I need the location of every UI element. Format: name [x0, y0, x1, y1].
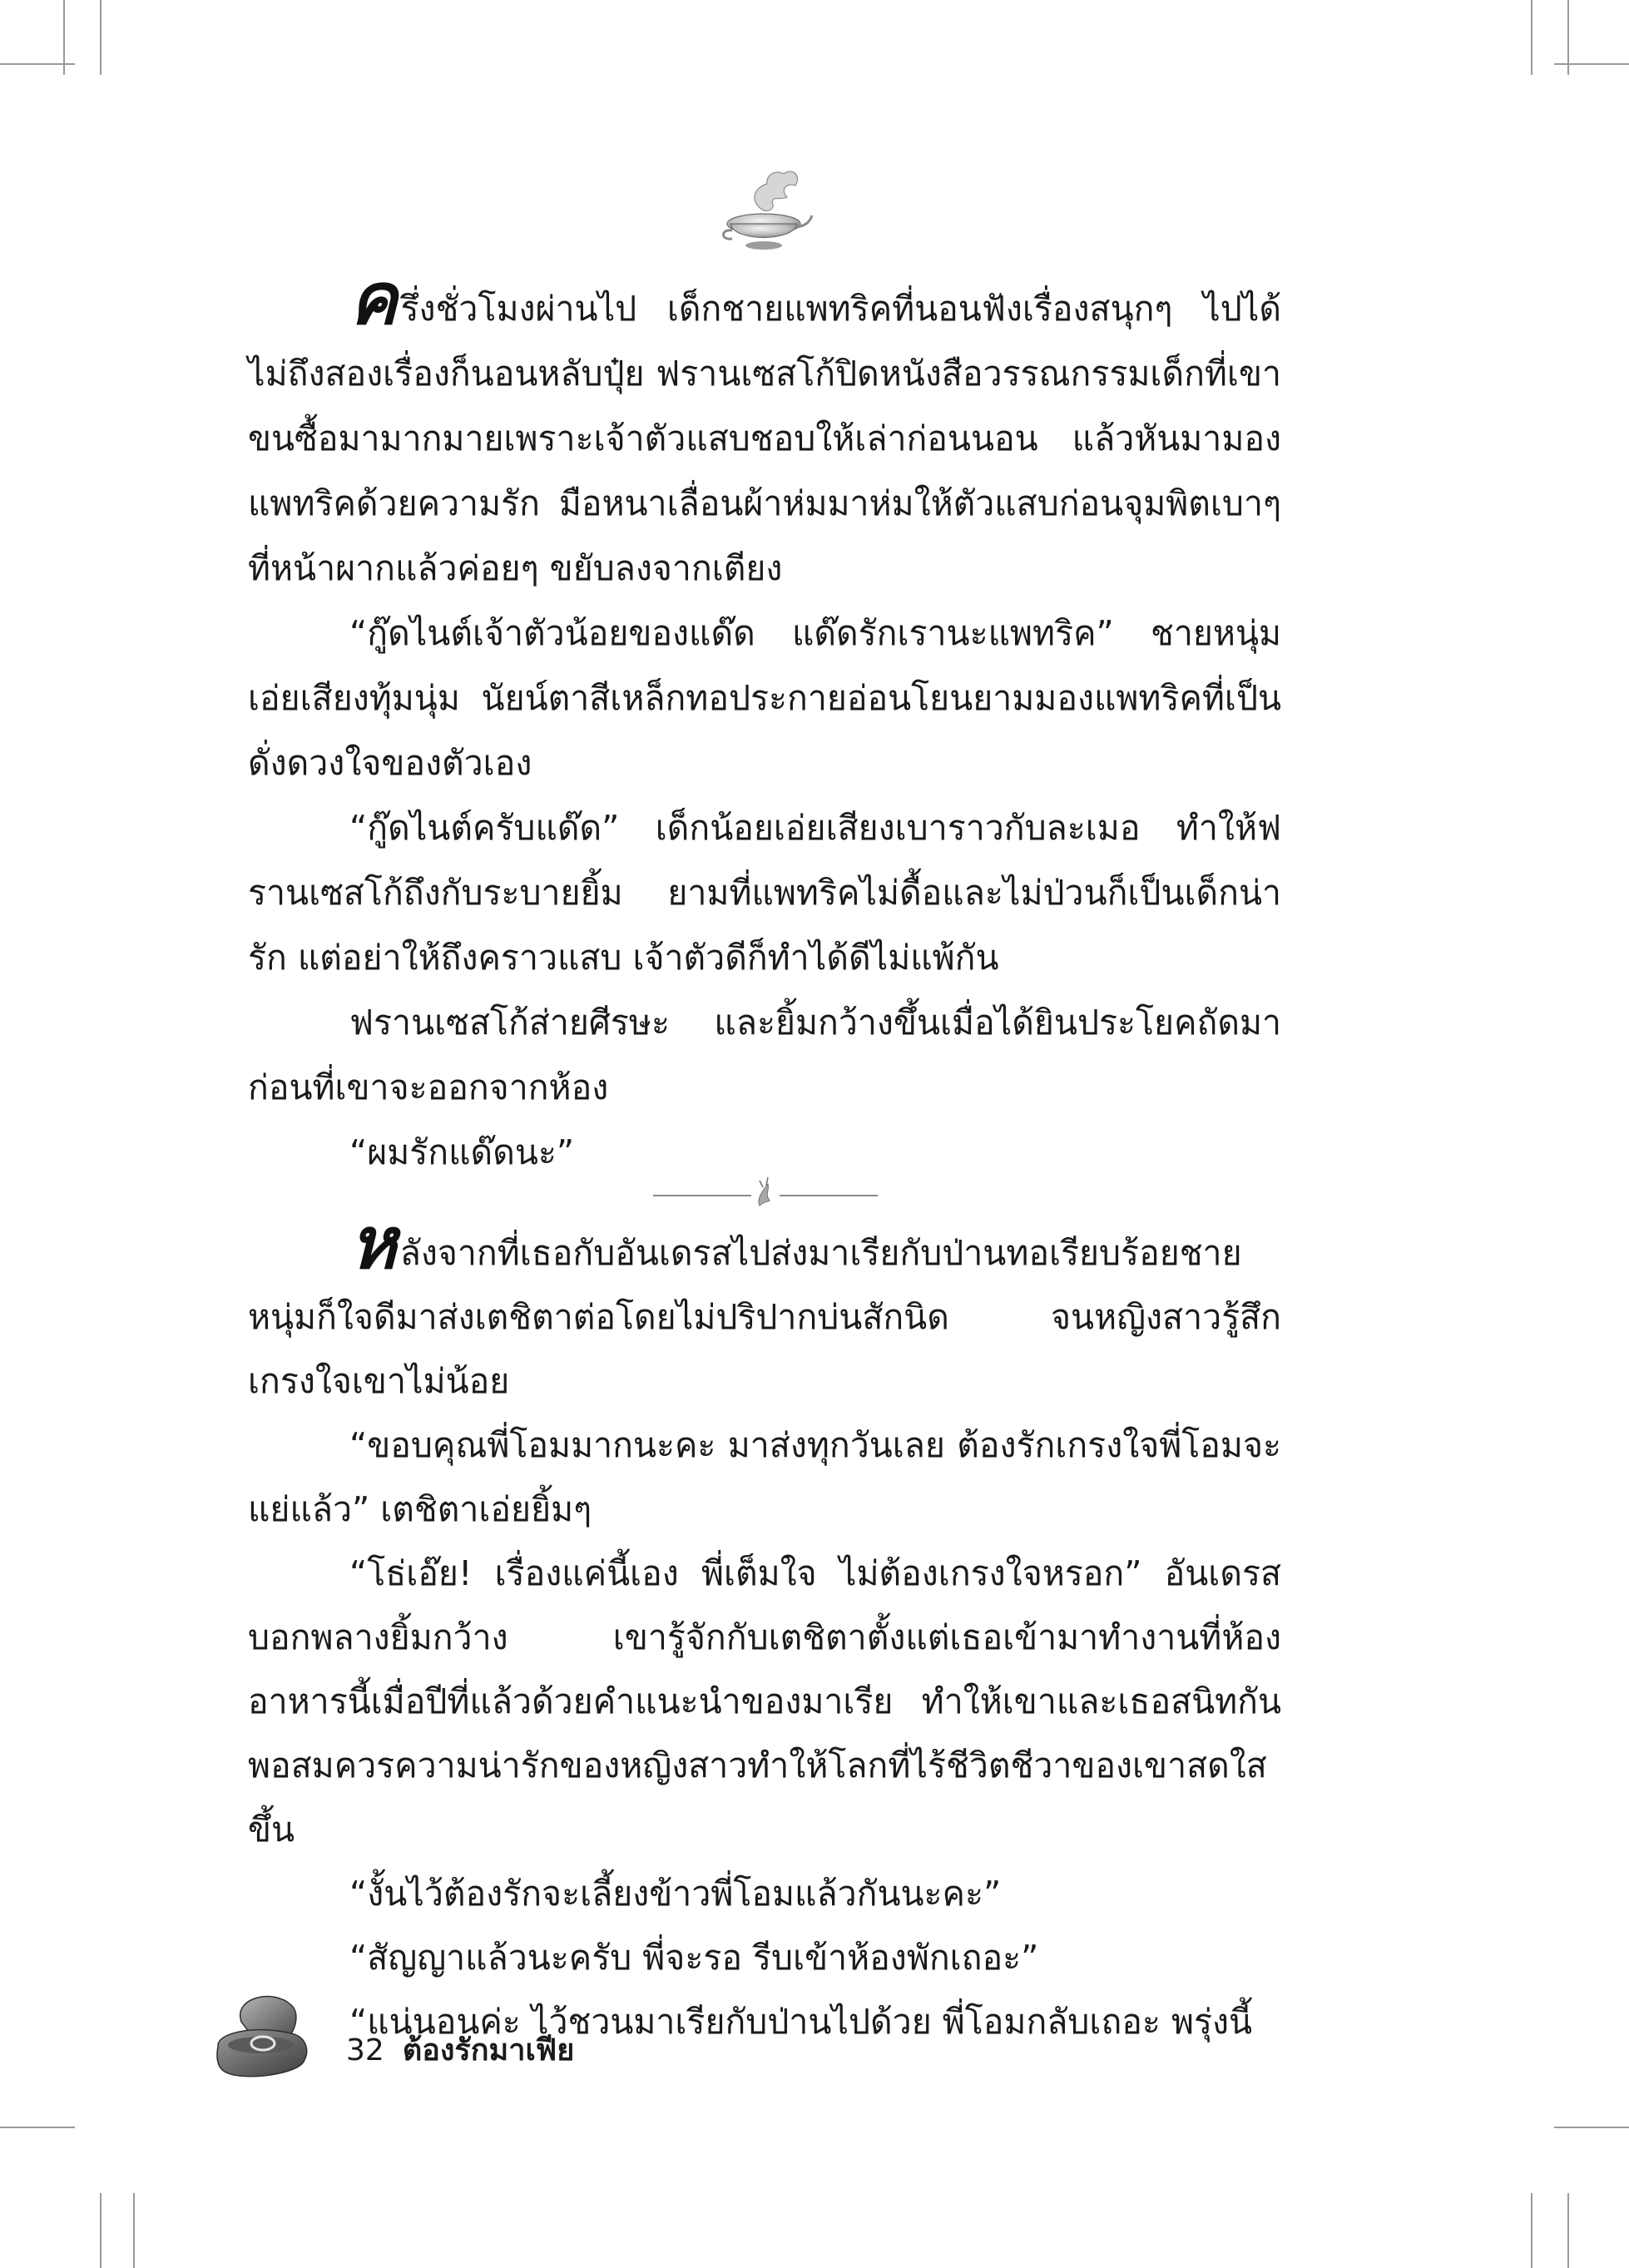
page-number: 32	[346, 2033, 384, 2067]
drop-cap: ห	[349, 1202, 397, 1285]
paragraph-text: รึ่งชั่วโมงผ่านไป เด็กชายแพทริคที่นอนฟังเรื่องสนุกๆ ไปได้ไม่ถึงสองเรื่องก็นอนหลับปุ๋ย ฟรานเซสโก้ปิดหนังสือวรรณกรรมเด็กที่เขาขนซื้อมามากมายเพราะเจ้าตัวแสบชอบให้เล่าก่อนนอน แล้วหันมามองแพทริคด้วยความรัก มือหนาเลื่อนผ้าห่มมาห่มให้ตัวแสบก่อนจุมพิตเบาๆ ที่หน้าผากแล้วค่อยๆ ขยับลงจากเตียง	[248, 289, 1281, 588]
section-2	[248, 1202, 1281, 2054]
crop-mark	[1531, 2193, 1532, 2268]
paragraph: “แน่นอนค่ะ ไว้ชวนมาเรียกับป่านไปด้วย พี่โอมกลับเถอะ พรุ่งนี้	[349, 2002, 1253, 2042]
paragraph: “สัญญาแล้วนะครับ พี่จะรอ รีบเข้าห้องพักเถอะ”	[349, 1938, 1039, 1978]
drop-cap: ค	[349, 258, 398, 341]
crop-mark	[1554, 63, 1629, 65]
paragraph: “งั้นไว้ต้องรักจะเลี้ยงข้าวพี่โอมแล้วกันนะคะ”	[349, 1874, 1002, 1914]
crop-mark	[0, 63, 75, 65]
paragraph: “ขอบคุณพี่โอมมากนะคะ มาส่งทุกวันเลย ต้องรักเกรงใจพี่โอมจะแย่แล้ว” เตชิตาเอ่ยยิ้มๆ	[248, 1425, 1281, 1529]
ring-box-icon	[208, 1988, 316, 2088]
book-title: ต้องรักมาเฟีย	[402, 2033, 575, 2067]
paragraph: ฟรานเซสโก้ส่ายศีรษะ และยิ้มกว้างขึ้นเมื่อได้ยินประโยคถัดมาก่อนที่เขาจะออกจากห้อง	[248, 1003, 1281, 1107]
flourish-divider-icon	[653, 1169, 878, 1216]
paragraph-text: ลังจากที่เธอกับอันเดรสไปส่งมาเรียกับป่านทอเรียบร้อยชายหนุ่มก็ใจดีมาส่งเตชิตาต่อโดยไม่ปริปากบ่นสักนิด จนหญิงสาวรู้สึกเกรงใจเขาไม่น้อย	[248, 1233, 1281, 1401]
paragraph	[248, 1202, 1281, 1414]
paragraph: “ผมรักแด๊ดนะ”	[349, 1132, 575, 1172]
footer-text	[346, 2026, 574, 2073]
crop-mark	[100, 0, 102, 75]
section-1	[248, 258, 1281, 1185]
crop-mark	[0, 2127, 75, 2128]
crop-mark	[1554, 2127, 1629, 2128]
crop-mark	[1531, 0, 1532, 75]
crop-mark	[100, 2193, 102, 2268]
crop-mark	[1567, 2193, 1569, 2268]
crop-mark	[133, 2193, 135, 2268]
paragraph: “กู๊ดไนต์ครับแด๊ด” เด็กน้อยเอ่ยเสียงเบาราวกับละเมอ ทำให้ฟรานเซสโก้ถึงกับระบายยิ้ม ยามที่แพทริคไม่ดื้อและไม่ป่วนก็เป็นเด็กน่ารัก แต่อย่าให้ถึงคราวแสบ เจ้าตัวดีก็ทำได้ดีไม่แพ้กัน	[248, 808, 1281, 978]
paragraph	[248, 258, 1281, 601]
genie-lamp-icon	[715, 162, 815, 262]
paragraph: “โธ่เอ๊ย! เรื่องแค่นี้เอง พี่เต็มใจ ไม่ต้องเกรงใจหรอก” อันเดรสบอกพลางยิ้มกว้าง เขารู้จักกับเตชิตาตั้งแต่เธอเข้ามาทำงานที่ห้องอาหารนี้เมื่อปีที่แล้วด้วยคำแนะนำของมาเรีย ทำให้เขาและเธอสนิทกันพอสมควรความน่ารักของหญิงสาวทำให้โลกที่ไร้ชีวิตชีวาของเขาสดใสขึ้น	[248, 1553, 1281, 1850]
paragraph: “กู๊ดไนต์เจ้าตัวน้อยของแด๊ด แด๊ดรักเรานะแพทริค” ชายหนุ่มเอ่ยเสียงทุ้มนุ่ม นัยน์ตาสีเหล็กทอประกายอ่อนโยนยามมองแพทริคที่เป็นดั่งดวงใจของตัวเอง	[248, 613, 1281, 783]
page-footer	[208, 1988, 574, 2088]
